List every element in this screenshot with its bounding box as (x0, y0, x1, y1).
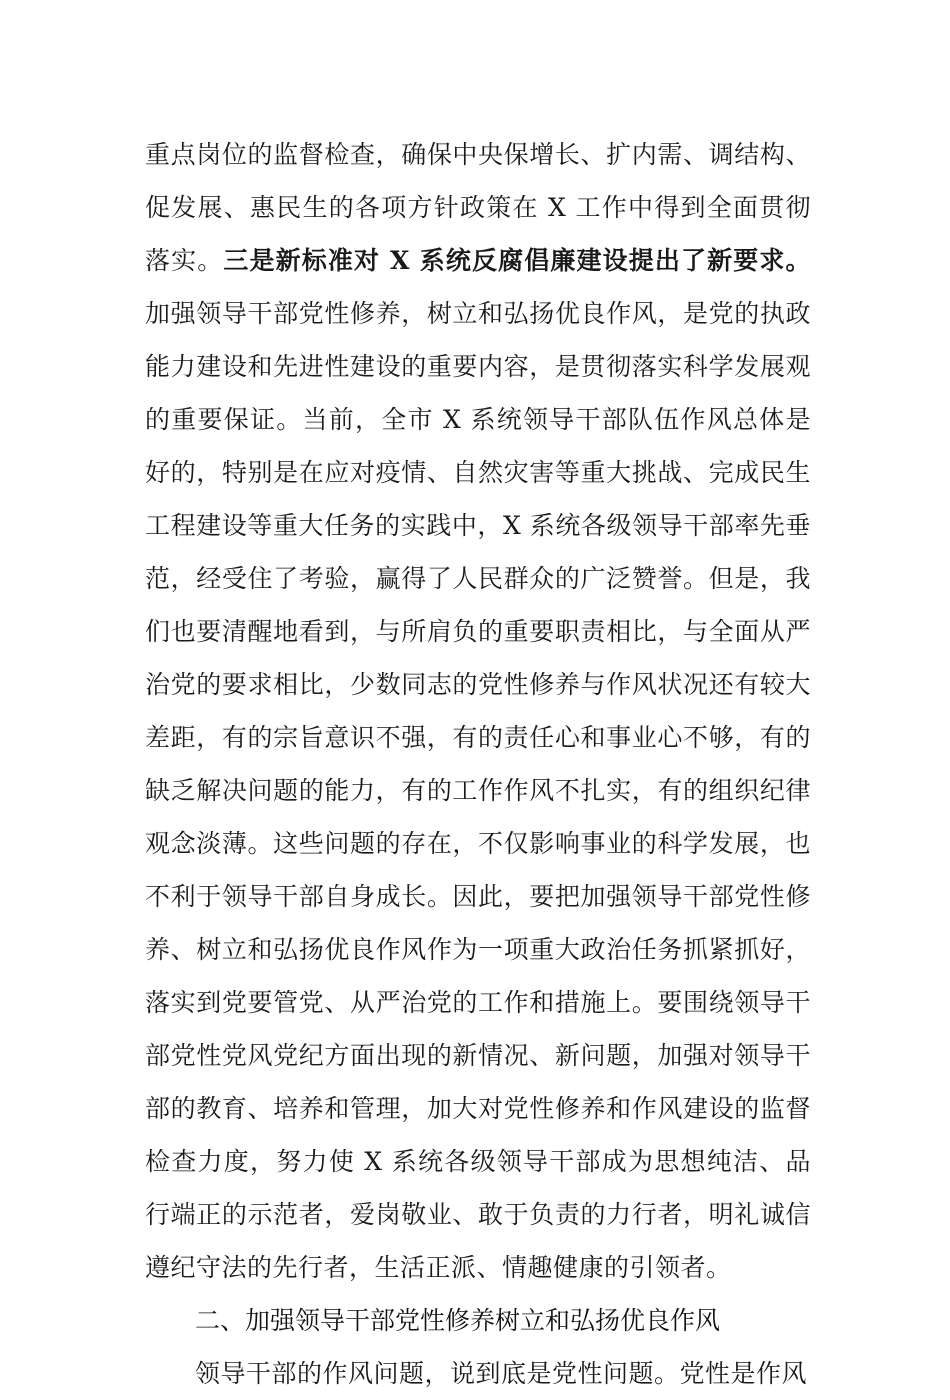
text-line: 好的，特别是在应对疫情、自然灾害等重大挑战、完成民生 (145, 458, 811, 487)
text-line: 们也要清醒地看到，与所肩负的重要职责相比，与全面从严 (145, 617, 811, 646)
text-line: 落实到党要管党、从严治党的工作和措施上。要围绕领导干 (145, 988, 811, 1017)
text-line: 部的教育、培养和管理，加大对党性修养和作风建设的监督 (145, 1094, 811, 1123)
bold-emphasis-text: 三是新标准对 X 系统反腐倡廉建设提出了新要求。 (223, 246, 811, 275)
section-heading: 二、加强领导干部党性修养树立和弘扬优良作风 (195, 1306, 721, 1335)
text-line: 检查力度，努力使 X 系统各级领导干部成为思想纯洁、品 (145, 1147, 811, 1176)
text-span: 落实。 (145, 246, 224, 275)
text-line: 部党性党风党纪方面出现的新情况、新问题，加强对领导干 (145, 1041, 811, 1070)
text-line: 能力建设和先进性建设的重要内容，是贯彻落实科学发展观 (145, 352, 811, 381)
text-line: 养、树立和弘扬优良作风作为一项重大政治任务抓紧抓好， (145, 935, 811, 964)
text-line: 观念淡薄。这些问题的存在，不仅影响事业的科学发展，也 (145, 829, 811, 858)
text-line: 促发展、惠民生的各项方针政策在 X 工作中得到全面贯彻 (145, 193, 811, 222)
text-line-mixed (145, 234, 811, 287)
text-line: 加强领导干部党性修养，树立和弘扬优良作风，是党的执政 (145, 299, 811, 328)
paragraph-first-line: 领导干部的作风问题，说到底是党性问题。党性是作风 (195, 1359, 808, 1388)
text-line: 工程建设等重大任务的实践中，X 系统各级领导干部率先垂 (145, 511, 811, 540)
text-line: 差距，有的宗旨意识不强，有的责任心和事业心不够，有的 (145, 723, 811, 752)
text-line: 范，经受住了考验，赢得了人民群众的广泛赞誉。但是，我 (145, 564, 811, 593)
document-body (145, 128, 811, 1400)
text-line: 治党的要求相比，少数同志的党性修养与作风状况还有较大 (145, 670, 811, 699)
text-line: 遵纪守法的先行者，生活正派、情趣健康的引领者。 (145, 1253, 732, 1282)
text-line: 的重要保证。当前，全市 X 系统领导干部队伍作风总体是 (145, 405, 811, 434)
text-line: 不利于领导干部自身成长。因此，要把加强领导干部党性修 (145, 882, 811, 911)
text-line: 重点岗位的监督检查，确保中央保增长、扩内需、调结构、 (145, 140, 811, 169)
text-line: 行端正的示范者，爱岗敬业、敢于负责的力行者，明礼诚信 (145, 1200, 811, 1229)
text-line: 缺乏解决问题的能力，有的工作作风不扎实，有的组织纪律 (145, 776, 811, 805)
